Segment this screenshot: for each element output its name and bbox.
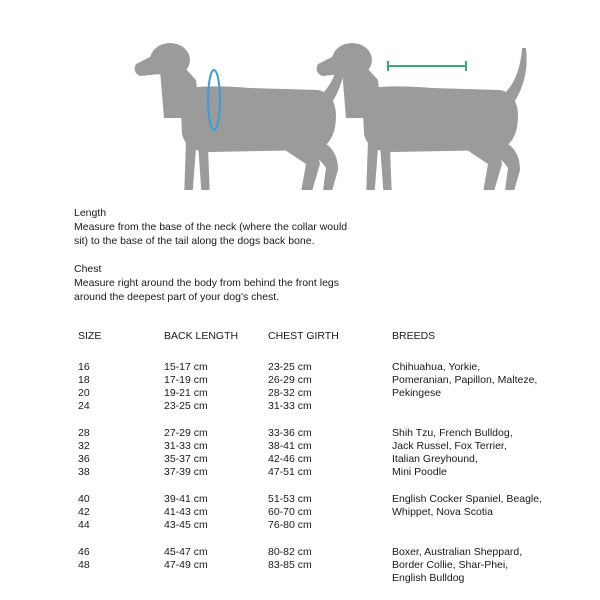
table-row (78, 387, 558, 401)
table-row (78, 493, 558, 507)
back-length-cell: 39-41 cm (164, 493, 208, 505)
chest-body: Measure right around the body from behind the front legs around the deepest part of your dog's chest. (74, 277, 339, 303)
back-length-cell: 27-29 cm (164, 427, 208, 439)
length-body: Measure from the base of the neck (where the collar would sit) to the base of the tail along the dogs back bone. (74, 221, 348, 247)
breeds-cell: English Bulldog (392, 572, 465, 584)
table-row (78, 519, 558, 533)
size-cell: 48 (78, 559, 90, 571)
size-cell: 32 (78, 440, 90, 452)
chest-girth-cell: 38-41 cm (268, 440, 312, 452)
table-row (78, 427, 558, 441)
chest-girth-cell: 42-46 cm (268, 453, 312, 465)
size-cell: 40 (78, 493, 90, 505)
size-cell: 28 (78, 427, 90, 439)
back-length-cell: 37-39 cm (164, 466, 208, 478)
back-length-cell: 31-33 cm (164, 440, 208, 452)
back-length-cell: 47-49 cm (164, 559, 208, 571)
breeds-cell: Border Collie, Shar-Phei, (392, 559, 509, 571)
size-cell: 16 (78, 361, 90, 373)
chest-girth-cell: 80-82 cm (268, 546, 312, 558)
chest-girth-cell: 26-29 cm (268, 374, 312, 386)
breeds-cell: Chihuahua, Yorkie, (392, 361, 481, 373)
chest-girth-cell: 33-36 cm (268, 427, 312, 439)
size-cell: 42 (78, 506, 90, 518)
table-row (78, 546, 558, 560)
size-cell: 18 (78, 374, 90, 386)
header-back-length: BACK LENGTH (164, 330, 239, 342)
chest-girth-cell: 76-80 cm (268, 519, 312, 531)
length-heading: Length (74, 207, 107, 219)
breeds-cell: Pekingese (392, 387, 442, 399)
table-row (78, 374, 558, 388)
chest-heading: Chest (74, 263, 102, 275)
chest-girth-cell: 51-53 cm (268, 493, 312, 505)
dog-chest-figure (135, 43, 345, 190)
back-length-cell: 41-43 cm (164, 506, 208, 518)
breeds-cell: Mini Poodle (392, 466, 447, 478)
table-row (78, 400, 558, 414)
size-cell: 44 (78, 519, 90, 531)
breeds-cell: Italian Greyhound, (392, 453, 478, 465)
back-length-cell: 43-45 cm (164, 519, 208, 531)
chest-instructions (74, 262, 364, 304)
chest-girth-cell: 47-51 cm (268, 466, 312, 478)
back-length-cell: 19-21 cm (164, 387, 208, 399)
breeds-cell: Whippet, Nova Scotia (392, 506, 493, 518)
table-row (78, 559, 558, 573)
breeds-cell: Shih Tzu, French Bulldog, (392, 427, 513, 439)
size-cell: 24 (78, 400, 90, 412)
size-cell: 36 (78, 453, 90, 465)
table-row (78, 506, 558, 520)
breeds-cell: English Cocker Spaniel, Beagle, (392, 493, 543, 505)
chest-girth-cell: 31-33 cm (268, 400, 312, 412)
length-instructions (74, 206, 364, 248)
breeds-cell: Jack Russel, Fox Terrier, (392, 440, 507, 452)
table-row (78, 361, 558, 375)
back-length-cell: 45-47 cm (164, 546, 208, 558)
chest-girth-cell: 83-85 cm (268, 559, 312, 571)
size-cell: 20 (78, 387, 90, 399)
back-length-cell: 23-25 cm (164, 400, 208, 412)
size-cell: 38 (78, 466, 90, 478)
size-cell: 46 (78, 546, 90, 558)
length-measure-marker (388, 61, 466, 71)
breeds-cell: Boxer, Australian Sheppard, (392, 546, 523, 558)
back-length-cell: 35-37 cm (164, 453, 208, 465)
header-breeds: BREEDS (392, 330, 436, 342)
chest-girth-cell: 28-32 cm (268, 387, 312, 399)
table-row (78, 440, 558, 454)
chest-girth-cell: 60-70 cm (268, 506, 312, 518)
table-row (78, 466, 558, 480)
dog-measurement-illustration (0, 0, 600, 190)
table-row (78, 572, 558, 586)
header-size: SIZE (78, 330, 102, 342)
chest-girth-cell: 23-25 cm (268, 361, 312, 373)
back-length-cell: 17-19 cm (164, 374, 208, 386)
back-length-cell: 15-17 cm (164, 361, 208, 373)
table-row (78, 453, 558, 467)
breeds-cell: Pomeranian, Papillon, Malteze, (392, 374, 538, 386)
header-chest-girth: CHEST GIRTH (268, 330, 339, 342)
